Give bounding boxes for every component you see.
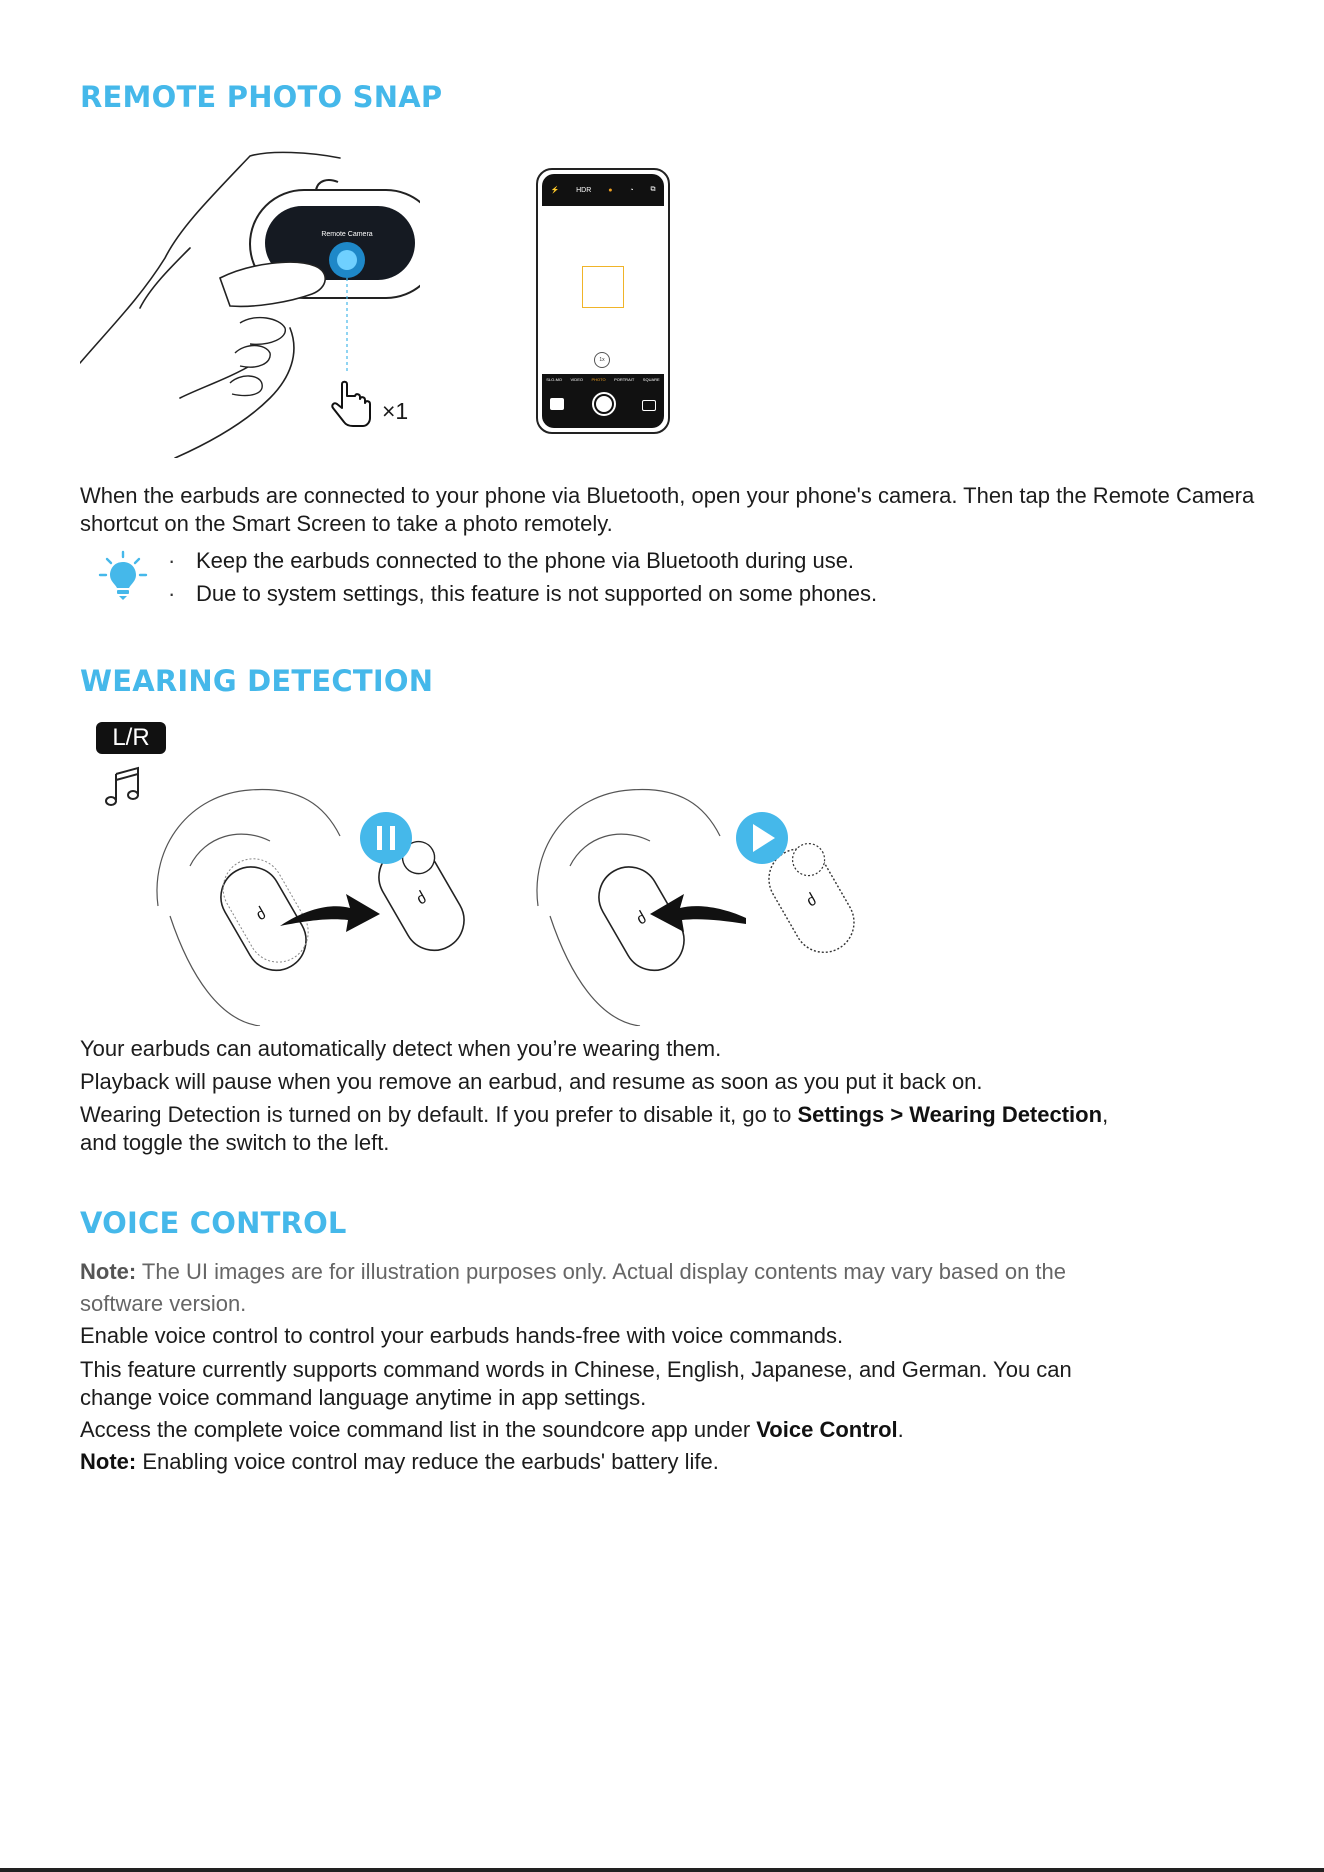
music-note-icon [104,764,144,808]
remote-photo-description: When the earbuds are connected to your phone via Bluetooth, open your phone's camera. Then tap the Remote Camera shortcut on the Smart Screen to take a photo remotely. [80,483,1255,536]
voice-line-2: This feature currently supports command words in Chinese, English, Japanese, and German. You can [80,1357,1072,1382]
lightbulb-tip-icon [98,550,148,602]
mode-portrait: PORTRAIT [614,377,635,382]
tip-item: · Due to system settings, this feature is not supported on some phones. [168,577,1268,610]
play-icon [736,812,788,864]
left-right-badge: L/R [96,722,166,754]
shutter-button-icon [592,392,616,416]
section-title-remote-photo: REMOTE PHOTO SNAP [80,80,443,114]
phone-illustration [536,168,670,434]
wearing-line-3-punct: , [1102,1102,1109,1127]
wearing-line-2: Playback will pause when you remove an earbud, and resume as soon as you put it back on. [80,1069,983,1094]
wearing-detection-illustration [150,786,860,1026]
mode-photo: PHOTO [591,377,606,382]
gallery-icon [550,398,564,410]
voice-control-path: Voice Control [756,1417,898,1442]
tip-item: · Keep the earbuds connected to the phone via Bluetooth during use. [168,544,1268,577]
mode-video: VIDEO [570,377,583,382]
tips-list [168,544,1268,610]
voice-line-3 [80,1414,1270,1446]
voice-control-text [80,1256,1270,1478]
tap-count-label: ×1 [382,398,409,424]
phone-viewfinder [542,206,664,374]
tip-text: Due to system settings, this feature is not supported on some phones. [196,581,878,606]
wearing-line-3-cont: and toggle the switch to the left. [80,1130,390,1155]
page-bottom-rule [0,1868,1324,1872]
section-title-voice-control: VOICE CONTROL [80,1206,347,1240]
voice-line-1: Enable voice control to control your earbuds hands-free with voice commands. [80,1323,844,1348]
voice-note-label: Note: [80,1259,137,1284]
svg-text:ძ: ძ [632,907,650,929]
section-title-wearing-detection: WEARING DETECTION [80,664,434,698]
wearing-line-1: Your earbuds can automatically detect when you’re wearing them. [80,1036,722,1061]
voice-note-1 [80,1256,1270,1288]
pause-icon [360,812,412,864]
voice-note-2-text: Enabling voice control may reduce the earbuds' battery life. [136,1449,719,1474]
wearing-detection-text [80,1035,1260,1157]
wearing-settings-path: Settings > Wearing Detection [797,1102,1103,1127]
focus-box [582,266,624,308]
svg-text:ძ: ძ [412,887,430,909]
phone-top-bar [542,174,664,206]
voice-note-2-label: Note: [80,1449,137,1474]
mode-slomo: SLO-MO [546,377,563,382]
voice-line-3-text: Access the complete voice command list in the soundcore app under [80,1417,757,1442]
voice-note-1-text: The UI images are for illustration purposes only. Actual display contents may vary based on the [136,1259,1066,1284]
voice-line-3-punct: . [897,1417,904,1442]
voice-note-1-cont: software version. [80,1291,247,1316]
svg-text:ძ: ძ [252,903,270,925]
wearing-line-3 [80,1101,1260,1129]
live-photo-icon: ● [608,186,613,194]
tap-hand-icon [330,380,374,430]
wearing-line-3-text: Wearing Detection is turned on by default. If you prefer to disable it, go to [80,1102,798,1127]
voice-line-2-cont: change voice command language anytime in app settings. [80,1385,647,1410]
flash-icon: ⚡ [550,187,560,194]
timer-icon: ◔ [629,186,634,194]
voice-note-2 [80,1446,1270,1478]
tip-text: Keep the earbuds connected to the phone via Bluetooth during use. [196,548,855,573]
mode-square: SQUARE [642,377,660,382]
zoom-indicator: 1x [594,352,610,368]
switch-camera-icon [642,400,656,411]
camera-mode-bar [542,377,664,382]
case-screen-label: Remote Camera [321,231,373,238]
hdr-label: HDR [576,186,592,194]
svg-text:ძ: ძ [802,889,820,911]
filter-icon: ⧉ [650,186,656,193]
